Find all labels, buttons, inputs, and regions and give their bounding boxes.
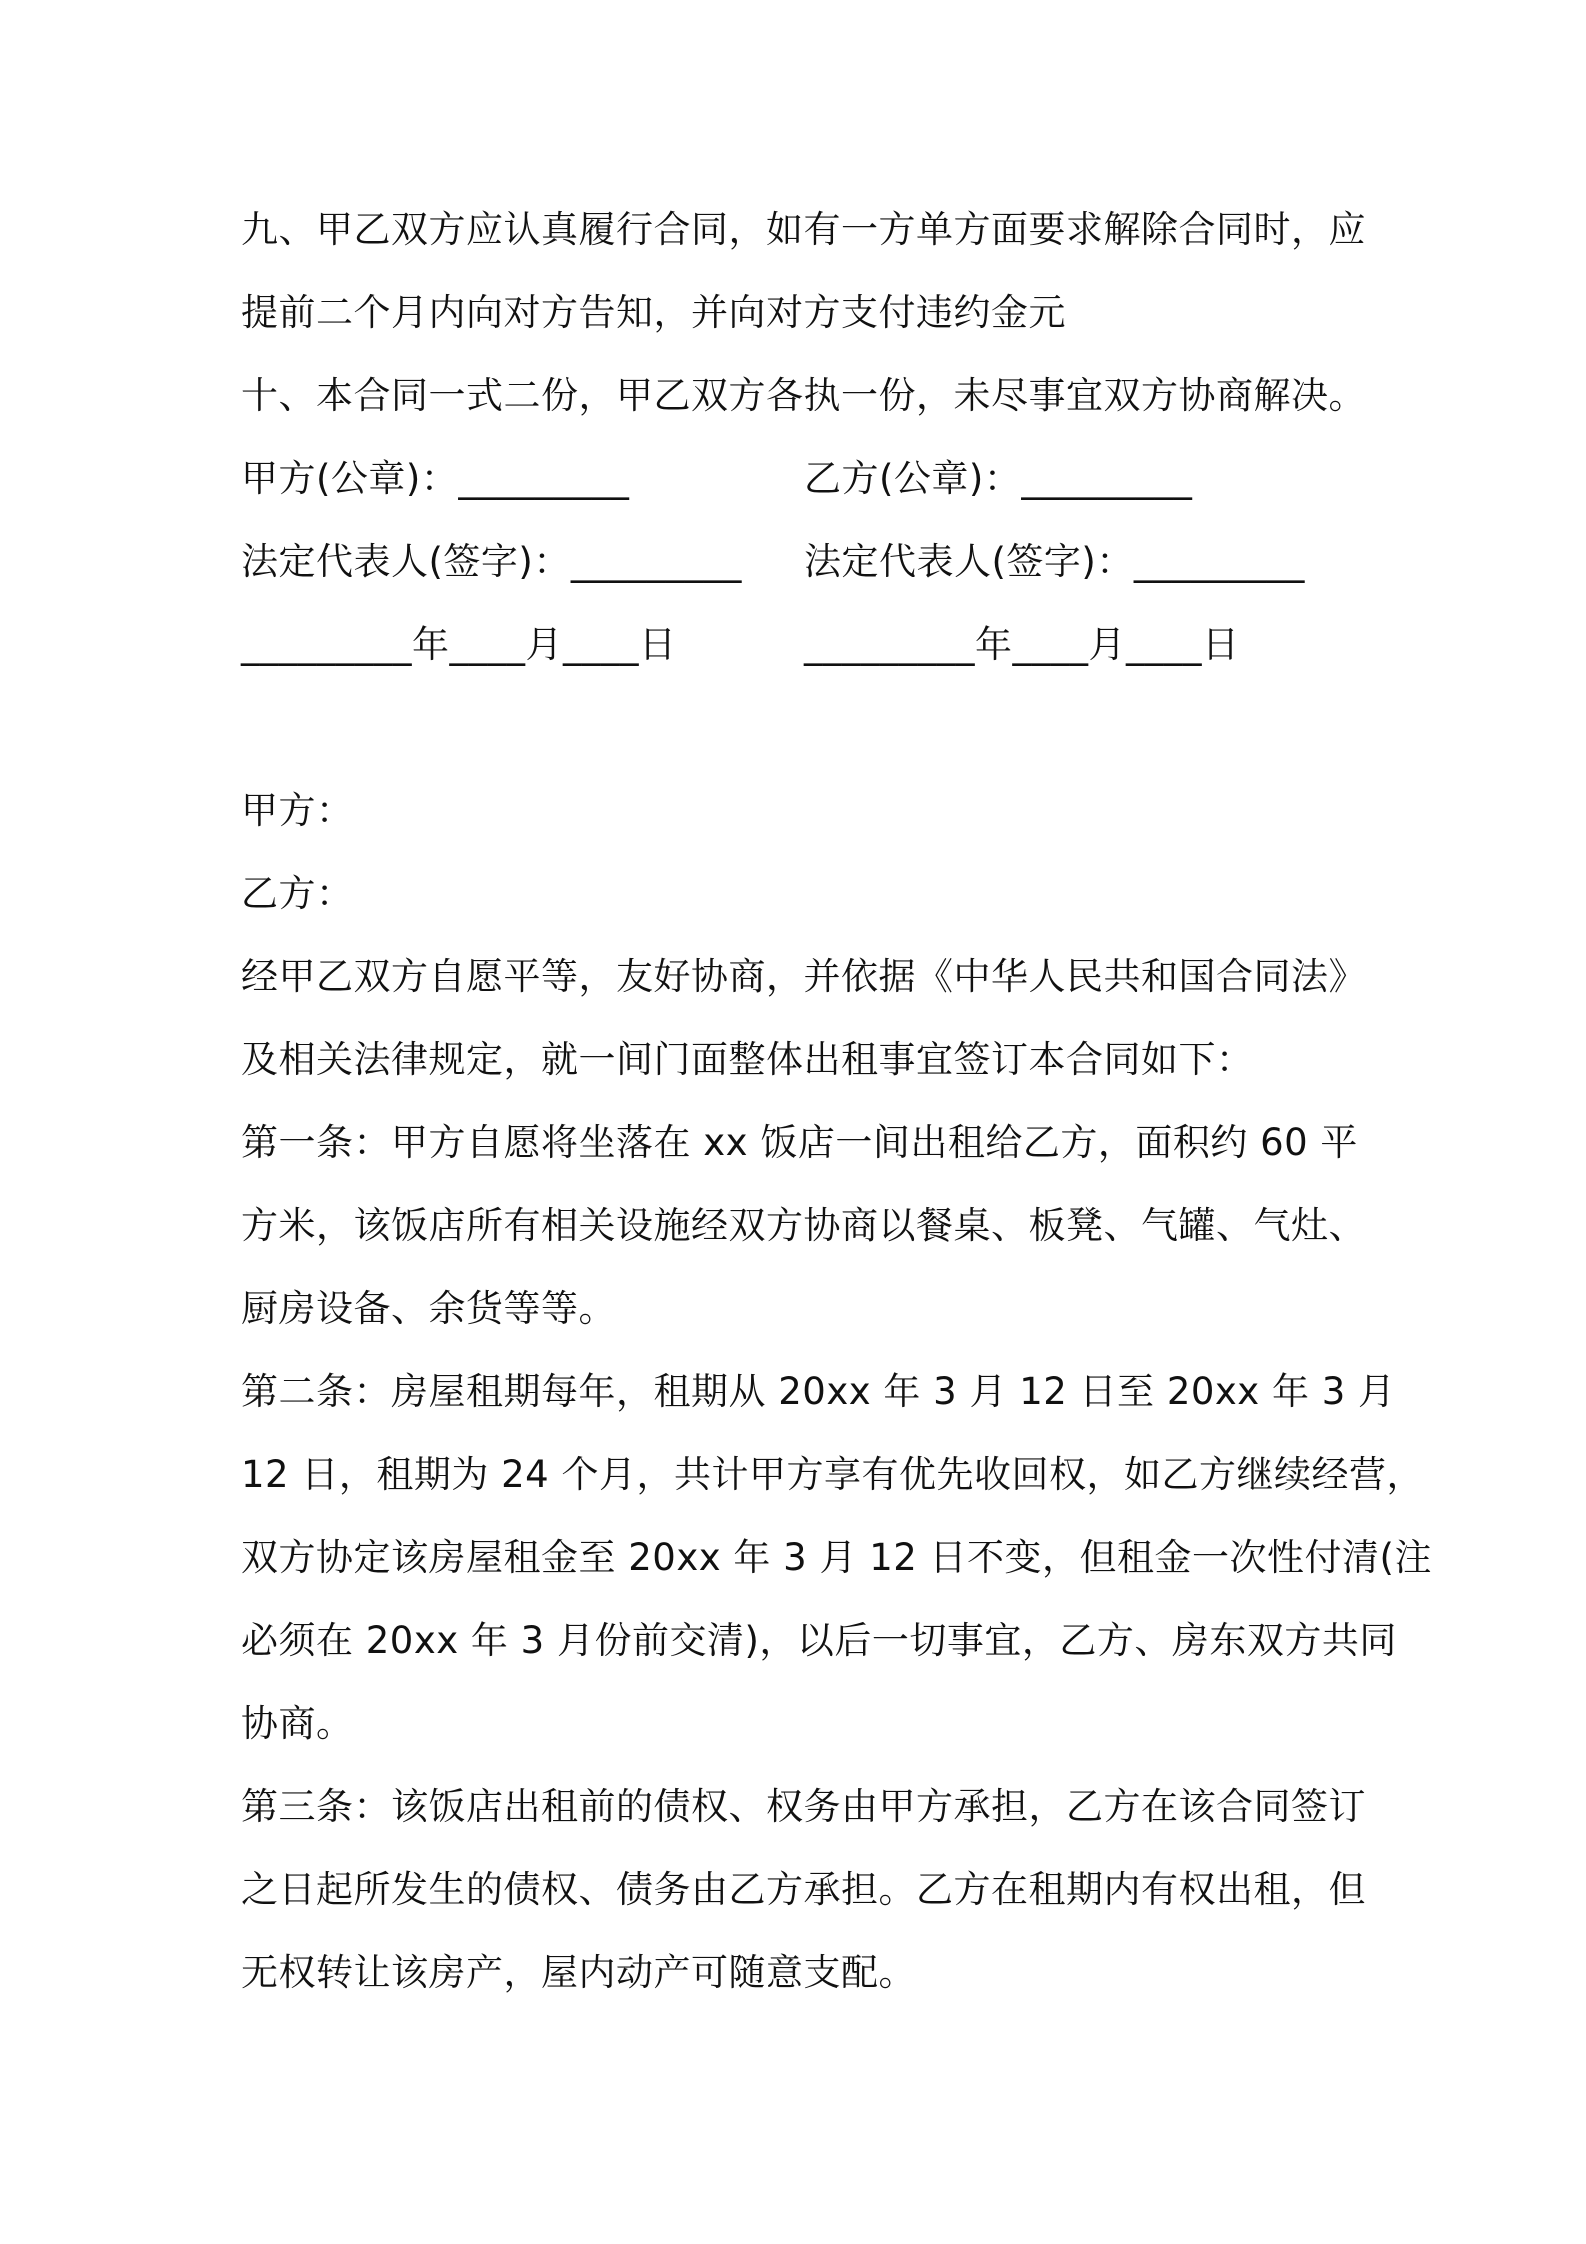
article-1-line-2: 方米，该饭店所有相关设施经双方协商以餐桌、板凳、气罐、气灶、 <box>241 1204 1366 1247</box>
article-3-line-2: 之日起所发生的债权、债务由乙方承担。乙方在租期内有权出租，但 <box>241 1868 1366 1911</box>
party-b-representative-field: 法定代表人(签字)：_________ <box>804 540 1305 583</box>
party-a-representative-field: 法定代表人(签字)：_________ <box>241 540 742 583</box>
article-3-line-3: 无权转让该房产，屋内动产可随意支配。 <box>241 1951 916 1994</box>
article-2-line-1: 第二条：房屋租期每年，租期从 20xx 年 3 月 12 日至 20xx 年 3 月 <box>241 1370 1396 1413</box>
party-b-seal-field: 乙方(公章)：_________ <box>804 457 1193 500</box>
party-b-date-field: _________年____月____日 <box>804 623 1240 666</box>
article-3-line-1: 第三条：该饭店出租前的债权、权务由甲方承担，乙方在该合同签订 <box>241 1785 1366 1828</box>
clause-9-line-2: 提前二个月内向对方告知，并向对方支付违约金元 <box>241 291 1066 334</box>
preamble-line-2: 及相关法律规定，就一间门面整体出租事宜签订本合同如下： <box>241 1038 1254 1081</box>
article-2-line-4: 必须在 20xx 年 3 月份前交清)，以后一切事宜，乙方、房东双方共同 <box>241 1619 1397 1662</box>
clause-9-line-1: 九、甲乙双方应认真履行合同，如有一方单方面要求解除合同时，应 <box>241 208 1366 251</box>
party-a-seal-field: 甲方(公章)：_________ <box>241 457 630 500</box>
article-1-line-1: 第一条：甲方自愿将坐落在 xx 饭店一间出租给乙方，面积约 60 平 <box>241 1121 1358 1164</box>
article-1-line-3: 厨房设备、余货等等。 <box>241 1287 616 1330</box>
preamble-line-1: 经甲乙双方自愿平等，友好协商，并依据《中华人民共和国合同法》 <box>241 955 1366 998</box>
party-a-date-field: _________年____月____日 <box>241 623 677 666</box>
article-2-line-2: 12 日，租期为 24 个月，共计甲方享有优先收回权，如乙方继续经营， <box>241 1453 1424 1496</box>
clause-10: 十、本合同一式二份，甲乙双方各执一份，未尽事宜双方协商解决。 <box>241 374 1366 417</box>
party-a-label: 甲方： <box>241 789 354 832</box>
party-b-label: 乙方： <box>241 872 354 915</box>
article-2-line-3: 双方协定该房屋租金至 20xx 年 3 月 12 日不变，但租金一次性付清(注 <box>241 1536 1432 1579</box>
article-2-line-5: 协商。 <box>241 1702 354 1745</box>
